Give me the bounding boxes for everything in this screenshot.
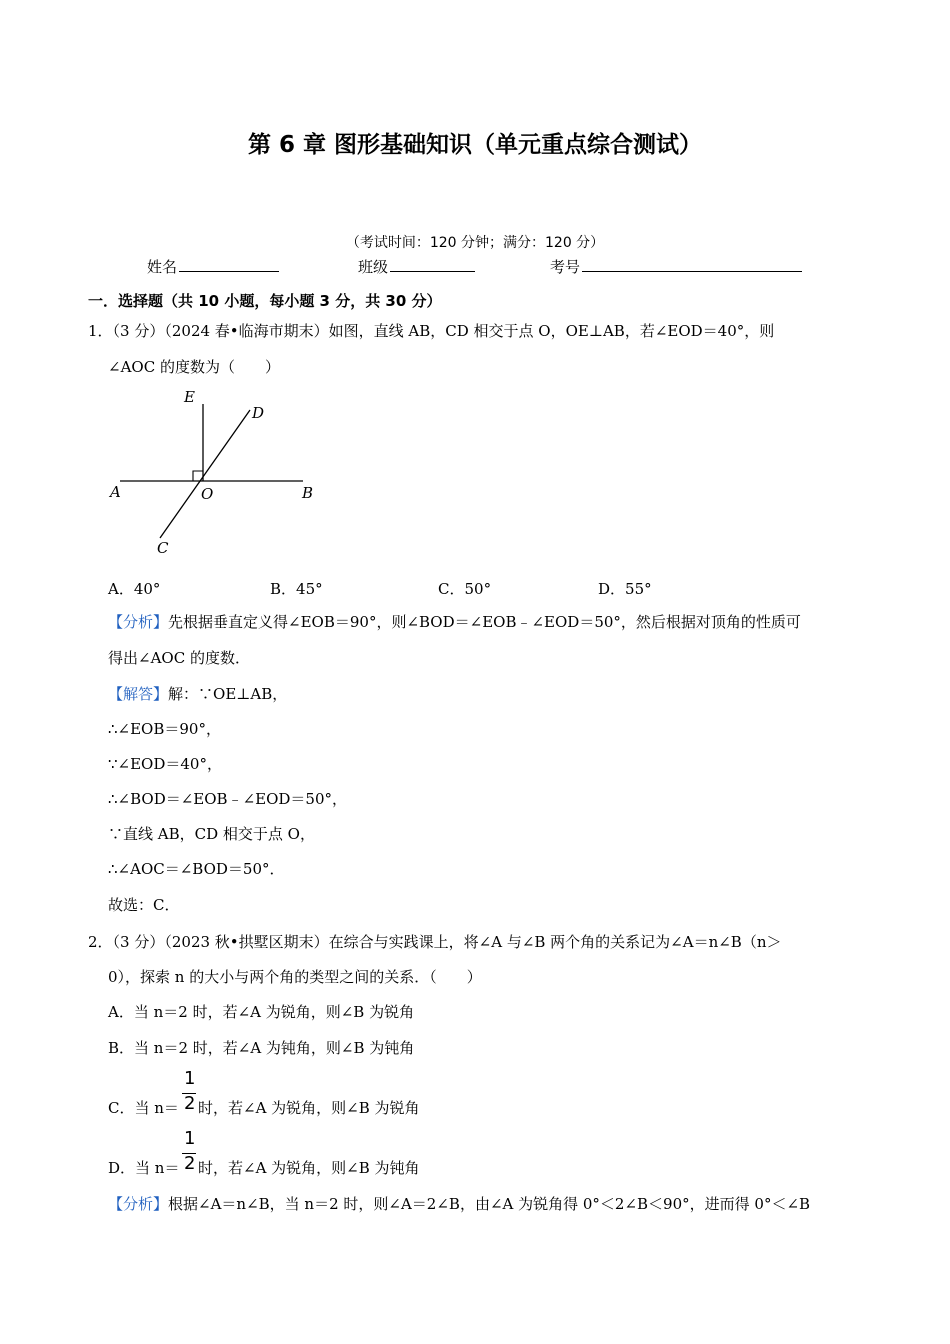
q2-analysis-line1: 【分析】根据∠A＝n∠B，当 n＝2 时，则∠A＝2∠B，由∠A 为锐角得 0°＜2∠B＜90°，进而得 0°＜∠B [108, 1195, 811, 1213]
q2-option-c-pre[interactable]: C．当 n＝ [108, 1099, 179, 1117]
q2-stem-line1: 2．（3 分）（2023 秋•拱墅区期末）在综合与实践课上，将∠A 与∠B 两个角的关系记为∠A＝n∠B（n＞ [88, 933, 782, 951]
answer-tag: 【解答】 [108, 685, 169, 703]
label-a: A [110, 483, 121, 501]
q2-c-frac-num: 1 [184, 1068, 196, 1089]
q1-stem-line1: 1．（3 分）（2024 春•临海市期末）如图，直线 AB，CD 相交于点 O，OE⊥AB，若∠EOD＝40°，则 [88, 322, 775, 340]
analysis-tag: 【分析】 [108, 613, 169, 631]
q1-conclusion: 故选：C． [108, 896, 180, 914]
q2-d-frac-num: 1 [184, 1128, 196, 1149]
q1-stem-line2: ∠AOC 的度数为（ ） [108, 358, 280, 376]
q2-option-b[interactable]: B．当 n＝2 时，若∠A 为钝角，则∠B 为钝角 [108, 1039, 415, 1057]
section-heading: 一．选择题（共 10 小题，每小题 3 分，共 30 分） [88, 292, 442, 310]
label-o: O [201, 485, 214, 503]
q1-step: ∴∠EOB＝90°， [108, 720, 221, 738]
id-blank[interactable] [582, 256, 802, 272]
id-label: 考号 [550, 258, 581, 276]
q2-stem-line2: 0），探索 n 的大小与两个角的类型之间的关系．（ ） [108, 968, 482, 986]
q1-option-d[interactable]: D．55° [598, 580, 652, 598]
class-field[interactable] [358, 256, 475, 277]
q1-answer-line: 【解答】解：∵OE⊥AB， [108, 685, 288, 703]
q2-c-frac-den: 2 [184, 1093, 196, 1114]
class-label: 班级 [358, 258, 389, 276]
q2-option-d-pre[interactable]: D．当 n＝ [108, 1159, 180, 1177]
q1-figure [100, 380, 340, 560]
class-blank[interactable] [390, 256, 475, 272]
label-b: B [302, 484, 314, 502]
q2-option-c-post[interactable]: 时，若∠A 为锐角，则∠B 为锐角 [198, 1099, 420, 1117]
analysis-tag: 【分析】 [108, 1195, 169, 1213]
name-label: 姓名 [147, 258, 178, 276]
label-e: E [184, 388, 195, 406]
q1-option-b[interactable]: B．45° [270, 580, 323, 598]
id-field[interactable] [550, 256, 802, 277]
q1-option-a[interactable]: A．40° [108, 580, 161, 598]
q1-analysis-line2: 得出∠AOC 的度数． [108, 649, 250, 667]
line-cd [160, 410, 250, 538]
q2-option-a[interactable]: A．当 n＝2 时，若∠A 为锐角，则∠B 为锐角 [108, 1003, 415, 1021]
exam-info: （考试时间：120 分钟；满分：120 分） [345, 235, 605, 251]
q1-step: ∴∠AOC＝∠BOD＝50°． [108, 860, 285, 878]
q1-option-c[interactable]: C．50° [438, 580, 492, 598]
q1-step: ∴∠BOD＝∠EOB﹣∠EOD＝50°， [108, 790, 348, 808]
q1-step: ∵∠EOD＝40°， [108, 755, 222, 773]
q1-step: ∵直线 AB，CD 相交于点 O， [108, 825, 315, 843]
name-blank[interactable] [179, 256, 279, 272]
q1-analysis-line1: 【分析】先根据垂直定义得∠EOB＝90°，则∠BOD＝∠EOB﹣∠EOD＝50°，然后根据对顶角的性质可 [108, 613, 801, 631]
q2-option-d-post[interactable]: 时，若∠A 为锐角，则∠B 为钝角 [198, 1159, 420, 1177]
label-c: C [157, 539, 169, 557]
name-field[interactable] [147, 256, 279, 277]
label-d: D [252, 404, 265, 422]
page-title: 第 6 章 图形基础知识（单元重点综合测试） [247, 132, 703, 158]
q2-d-frac-den: 2 [184, 1153, 196, 1174]
